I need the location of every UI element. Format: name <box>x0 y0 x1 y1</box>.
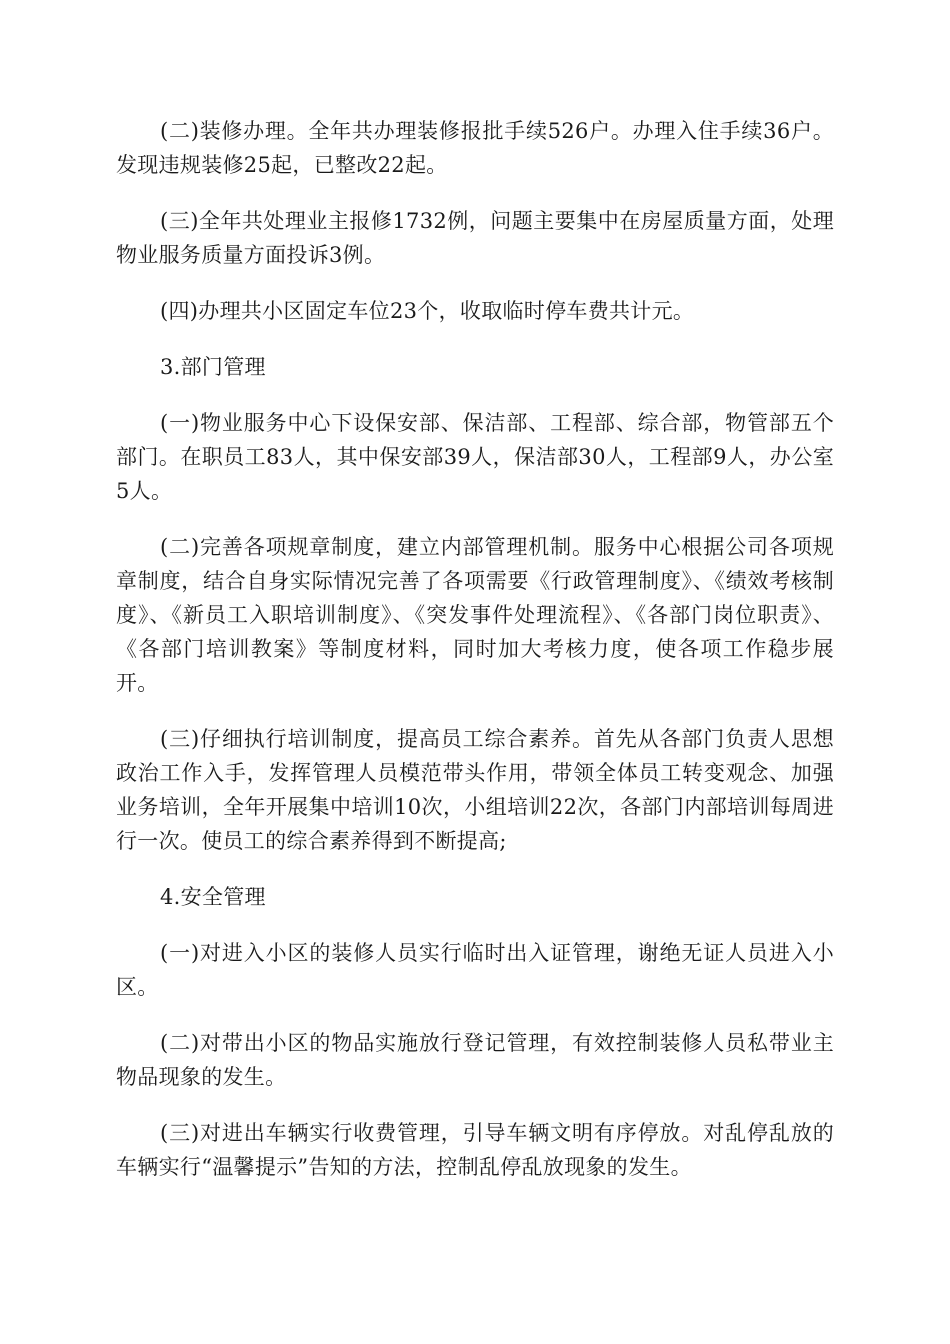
paragraph-pass-management: (一)对进入小区的装修人员实行临时出入证管理，谢绝无证人员进入小区。 <box>116 941 834 999</box>
paragraph-repairs: (三)全年共处理业主报修1732例，问题主要集中在房屋质量方面，处理物业服务质量方面投诉3例。 <box>116 209 834 267</box>
section-heading-department-management: 3.部门管理 <box>160 355 266 379</box>
paragraph-departments: (一)物业服务中心下设保安部、保洁部、工程部、综合部，物管部五个部门。在职员工83人，其中保安部39人，保洁部30人，工程部9人，办公室5人。 <box>116 411 834 503</box>
section-heading-safety-management: 4.安全管理 <box>160 885 266 909</box>
paragraph-renovation: (二)装修办理。全年共办理装修报批手续526户。办理入住手续36户。发现违规装修25起，已整改22起。 <box>116 119 834 177</box>
paragraph-vehicle-management: (三)对进出车辆实行收费管理，引导车辆文明有序停放。对乱停乱放的车辆实行“温馨提示”告知的方法，控制乱停乱放现象的发生。 <box>116 1121 834 1179</box>
paragraph-training: (三)仔细执行培训制度，提高员工综合素养。首先从各部门负责人思想政治工作入手，发挥管理人员模范带头作用，带领全体员工转变观念、加强业务培训，全年开展集中培训10次，小组培训22次，各部门内部培训每周进行一次。使员工的综合素养得到不断提高; <box>116 727 834 853</box>
paragraph-parking: (四)办理共小区固定车位23个，收取临时停车费共计元。 <box>160 299 695 323</box>
document-body <box>116 114 834 1206</box>
paragraph-goods-registration: (二)对带出小区的物品实施放行登记管理，有效控制装修人员私带业主物品现象的发生。 <box>116 1031 834 1089</box>
paragraph-regulations: (二)完善各项规章制度，建立内部管理机制。服务中心根据公司各项规章制度，结合自身实际情况完善了各项需要《行政管理制度》、《绩效考核制度》、《新员工入职培训制度》、《突发事件处理流程》、《各部门岗位职责》、《各部门培训教案》等制度材料，同时加大考核力度，使各项工作稳步展开。 <box>116 535 834 695</box>
